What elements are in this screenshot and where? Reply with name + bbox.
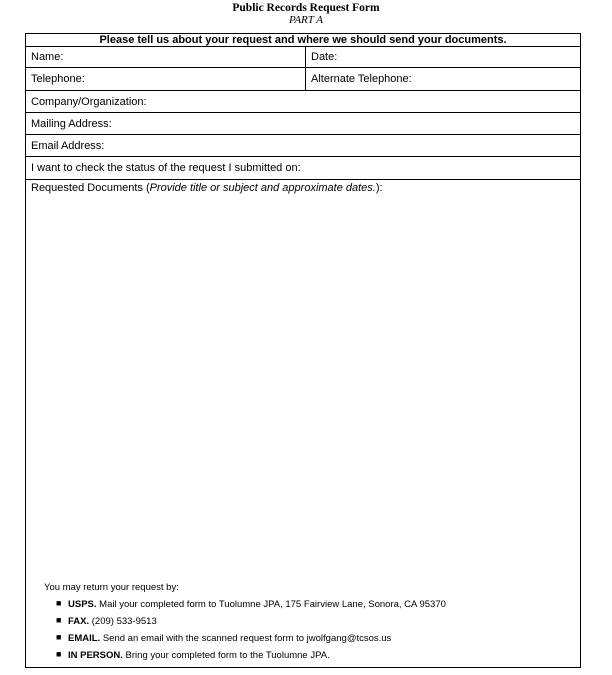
method-text: Bring your completed form to the Tuolumne JPA.	[122, 650, 330, 661]
bullet-icon: ■	[56, 632, 62, 642]
requested-documents-label: Requested Documents (	[31, 182, 150, 194]
bullet-icon: ■	[56, 615, 62, 625]
telephone-field[interactable]	[26, 68, 304, 90]
status-check-label: I want to check the status of the request I submitted on:	[31, 162, 301, 174]
email-address-field[interactable]	[26, 135, 580, 156]
method-name: FAX.	[68, 616, 90, 627]
company-field[interactable]	[26, 91, 580, 112]
name-label: Name:	[31, 51, 64, 63]
bullet-icon: ■	[56, 598, 62, 608]
method-name: EMAIL.	[68, 633, 101, 644]
requested-documents-field[interactable]	[31, 182, 383, 195]
return-method-usps	[44, 599, 574, 611]
mailing-address-label: Mailing Address:	[31, 117, 112, 130]
method-text: Mail your completed form to Tuolumne JPA, 175 Fairview Lane, Sonora, CA 95370	[96, 599, 446, 610]
status-check-row	[26, 157, 580, 180]
date-label: Date:	[311, 51, 338, 63]
alternate-telephone-field[interactable]	[306, 68, 580, 90]
request-form	[25, 33, 581, 668]
requested-documents-label-end: ):	[375, 182, 383, 194]
email-address-label: Email Address:	[31, 139, 105, 152]
date-field[interactable]	[306, 47, 580, 67]
return-method-email	[44, 633, 574, 645]
name-field[interactable]	[26, 47, 304, 67]
alternate-telephone-label: Alternate Telephone:	[311, 73, 412, 85]
company-row	[26, 91, 580, 113]
return-instructions	[44, 582, 574, 667]
method-text: (209) 533-9513	[89, 616, 157, 627]
telephone-row	[26, 68, 580, 91]
mailing-address-row	[26, 113, 580, 135]
form-heading-row	[26, 34, 580, 47]
requested-documents-hint: Provide title or subject and approximate dates.	[149, 182, 376, 194]
return-method-fax	[44, 616, 574, 628]
email-address-row	[26, 135, 580, 157]
method-text: Send an email with the scanned request form to jwolfgang@tcsos.us	[100, 633, 392, 644]
name-date-row	[26, 47, 580, 68]
form-subtitle: PART A	[289, 14, 323, 26]
method-name: USPS.	[68, 599, 97, 610]
return-instructions-intro: You may return your request by:	[44, 582, 179, 593]
telephone-label: Telephone:	[31, 73, 85, 85]
bullet-icon: ■	[56, 649, 62, 659]
return-method-in-person	[44, 650, 574, 662]
method-name: IN PERSON.	[68, 650, 123, 661]
form-title: Public Records Request Form	[232, 2, 380, 14]
status-check-field[interactable]	[26, 157, 580, 179]
form-heading: Please tell us about your request and where we should send your documents.	[99, 34, 507, 46]
mailing-address-field[interactable]	[26, 113, 580, 134]
company-label: Company/Organization:	[31, 95, 147, 108]
return-methods-list	[44, 599, 574, 662]
